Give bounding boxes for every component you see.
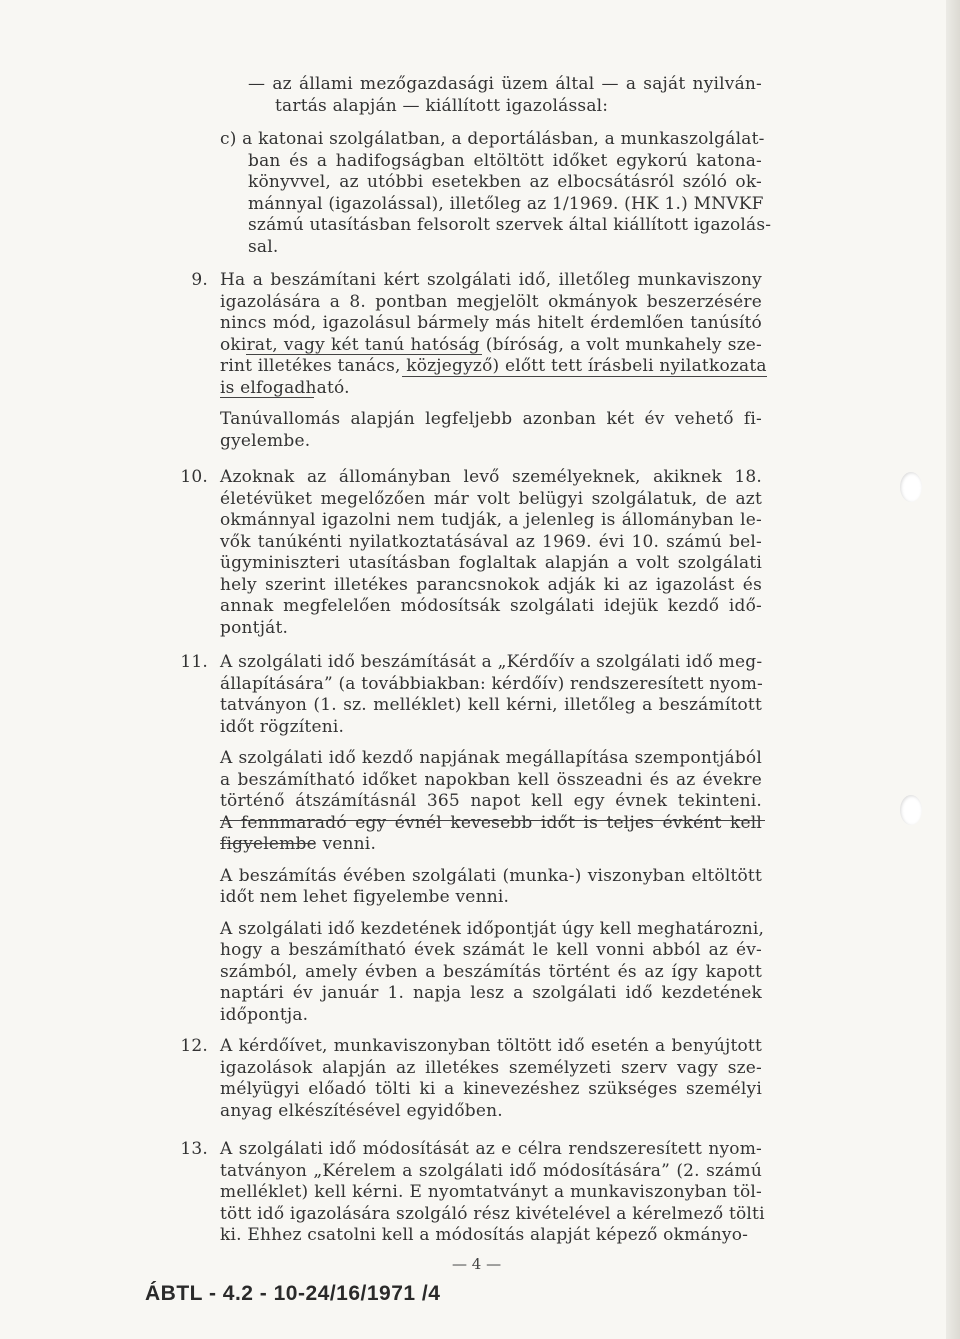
text-line: életévüket megelőzően már volt belügyi szolgálatuk, de azt	[220, 488, 762, 509]
text-line: naptári év január 1. napja lesz a szolgálati idő kezdetének	[220, 983, 762, 1003]
text-line: annak megfelelően módosítsák szolgálati idejük kezdő idő-	[220, 596, 762, 616]
text-line: igazolására a 8. pontban megjelölt okmányok beszerzésére	[220, 291, 762, 312]
text-line: számú utasításban felsorolt szervek által kiállított igazolás-	[248, 215, 772, 235]
text-line: időt nem lehet figyelembe venni.	[220, 887, 510, 907]
text-line: tatványon „Kérelem a szolgálati idő módosítására” (2. számú	[220, 1160, 762, 1181]
text-line: — az állami mezőgazdasági üzem által — a saját nyilván-	[248, 74, 762, 94]
pen-underline	[220, 397, 314, 398]
text-line: rint illetékes tanács, közjegyző) előtt tett írásbeli nyilatkozata	[220, 356, 767, 376]
text-line: hely szerint illetékes parancsnokok adják ki az igazolást és	[220, 574, 762, 595]
text-line: A beszámítás évében szolgálati (munka-) viszonyban eltöltött	[220, 865, 762, 886]
section-number: 10.	[180, 467, 208, 487]
text-line: melléklet) kell kérni. E nyomtatványt a munkaviszonyban töl-	[220, 1182, 762, 1202]
text-line: okmánnyal igazolni nem tudják, a jelenleg is állományban le-	[220, 510, 762, 530]
page-number: — 4 —	[452, 1255, 502, 1273]
text-line: pontját.	[220, 617, 289, 638]
section-number: 12.	[180, 1036, 208, 1056]
text-line: ügyminiszteri utasításban foglaltak alapján a volt szolgálati	[220, 553, 762, 573]
punch-hole-bottom	[900, 795, 922, 825]
text-line: tartás alapján — kiállított igazolással:	[275, 95, 609, 116]
text-line: történő átszámításnál 365 napot kell egy évnek tekinteni.	[220, 791, 762, 811]
text-line: A kérdőívet, munkaviszonyban töltött idő esetén a benyújtott	[220, 1036, 762, 1056]
text-line: mélyügyi előadó tölti ki a kinevezéshez szükséges személyi	[220, 1079, 762, 1099]
text-line: is elfogadható.	[220, 377, 350, 398]
text-line: nincs mód, igazolásul bármely más hitelt érdemlően tanúsító	[220, 313, 762, 333]
page-edge	[946, 0, 960, 1339]
text-line: A szolgálati idő kezdő napjának megállapítása szempontjából	[220, 748, 762, 768]
text-line: A szolgálati idő módosítását az e célra rendszeresített nyom-	[220, 1139, 762, 1159]
text-line: vők tanúkénti nyilatkoztatásával az 1969. évi 10. számú bel-	[220, 531, 762, 552]
text-line: A fennmaradó egy évnél kevesebb időt is teljes évként kell	[220, 812, 762, 833]
text-line: időpontja.	[220, 1004, 309, 1025]
text-line: figyelembe venni.	[220, 834, 377, 854]
text-line: Tanúvallomás alapján legfeljebb azonban két év vehető fi-	[220, 409, 762, 429]
text-line: okirat, vagy két tanú hatóság (bíróság, a volt munkahely sze-	[220, 334, 762, 355]
text-line: A szolgálati idő beszámítását a „Kérdőív a szolgálati idő meg-	[220, 652, 763, 672]
text-line: hogy a beszámítható évek számát le kell vonni abból az év-	[220, 940, 762, 960]
text-line: ki. Ehhez csatolni kell a módosítás alapját képező okmányo-	[220, 1225, 749, 1245]
text-line: számból, amely évben a beszámítás történt és az így kapott	[220, 961, 762, 982]
archive-reference: ÁBTL - 4.2 - 10-24/16/1971 /4	[145, 1282, 441, 1305]
section-number: 9.	[191, 270, 208, 290]
text-line: mánnyal (igazolással), illetőleg az 1/1969. (HK 1.) MNVKF	[248, 193, 764, 214]
text-line: könyvvel, az utóbbi esetekben az elbocsátásról szóló ok-	[248, 172, 762, 192]
text-line: gyelembe.	[220, 430, 311, 451]
text-line: A szolgálati idő kezdetének időpontját úgy kell meghatározni,	[220, 918, 765, 939]
pen-underline	[246, 354, 482, 355]
text-line: sal.	[248, 236, 279, 257]
section-number: 13.	[180, 1139, 208, 1159]
text-line: időt rögzíteni.	[220, 716, 345, 737]
text-line: tatványon (1. sz. melléklet) kell kérni, illetőleg a beszámított	[220, 695, 762, 715]
punch-hole-top	[900, 472, 922, 502]
text-line: c) a katonai szolgálatban, a deportálásban, a munkaszolgálat-	[220, 129, 765, 149]
text-line: ban és a hadifogságban eltöltött időket egykorú katona-	[248, 150, 762, 171]
pen-underline	[484, 376, 767, 377]
text-line: igazolások alapján az illetékes személyzeti szerv vagy sze-	[220, 1057, 762, 1078]
text-line: anyag elkészítésével egyidőben.	[220, 1100, 503, 1121]
text-line: tött idő igazolására szolgáló rész kivételével a kérelmező tölti	[220, 1203, 765, 1224]
pen-underline	[220, 843, 315, 844]
section-number: 11.	[180, 652, 208, 672]
text-line: Azoknak az állományban levő személyeknek, akiknek 18.	[220, 467, 762, 487]
text-line: Ha a beszámítani kért szolgálati idő, illetőleg munkaviszony	[220, 270, 762, 290]
text-line: a beszámítható időket napokban kell összeadni és az évekre	[220, 769, 762, 790]
pen-underline	[220, 820, 765, 821]
text-line: állapítására” (a továbbiakban: kérdőív) rendszeresített nyom-	[220, 673, 763, 694]
